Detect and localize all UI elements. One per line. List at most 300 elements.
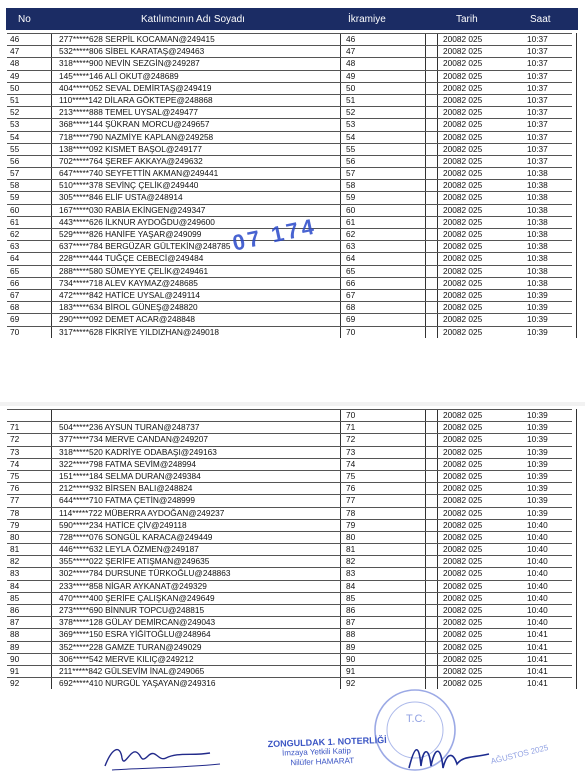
row-number: 83 (10, 568, 20, 579)
signature-left (100, 738, 230, 774)
table-row (7, 106, 572, 118)
row-number: 81 (10, 544, 20, 555)
ikramiye-number: 56 (346, 155, 356, 166)
row-number: 61 (10, 216, 20, 227)
participant-name: 167*****030 RABİA EKİNGEN@249347 (59, 204, 206, 215)
row-number: 82 (10, 556, 20, 567)
row-time: 10:37 (527, 82, 548, 93)
ikramiye-number: 72 (346, 434, 356, 445)
row-time: 10:37 (527, 70, 548, 81)
row-time: 10:38 (527, 180, 548, 191)
seal-date: AĞUSTOS 2025 (489, 742, 550, 767)
row-date: 20082 025 (443, 519, 483, 530)
participant-name: 637*****784 BERGÜZAR GÜLTEKİN@248785 (59, 241, 231, 252)
header-saat: Saat (530, 14, 551, 25)
participant-name: 377*****734 MERVE CANDAN@249207 (59, 434, 208, 445)
row-time: 10:38 (527, 204, 548, 215)
svg-text:T.C.: T.C. (406, 713, 426, 725)
row-time: 10:41 (527, 653, 548, 664)
ikramiye-number: 74 (346, 458, 356, 469)
ikramiye-number: 51 (346, 94, 356, 105)
row-time: 10:39 (527, 422, 548, 433)
table-row (7, 265, 572, 277)
table-row (7, 421, 572, 433)
ikramiye-number: 91 (346, 665, 356, 676)
signature-right (405, 738, 495, 774)
row-time: 10:38 (527, 216, 548, 227)
table-row (7, 665, 572, 677)
row-number: 50 (10, 82, 20, 93)
page-break (0, 402, 585, 406)
table-row (7, 204, 572, 216)
ikramiye-number: 69 (346, 314, 356, 325)
row-time: 10:37 (527, 155, 548, 166)
row-number: 57 (10, 168, 20, 179)
row-time: 10:39 (527, 446, 548, 457)
row-number: 68 (10, 302, 20, 313)
ikramiye-number: 64 (346, 253, 356, 264)
row-date: 20082 025 (443, 155, 483, 166)
ikramiye-number: 62 (346, 229, 356, 239)
notary-stamp-line3: Nilüfer HAMARAT (290, 756, 355, 768)
row-date: 20082 025 (443, 107, 483, 118)
row-time: 10:40 (527, 519, 548, 530)
participant-name: 692*****410 NURGÜL YAŞAYAN@249316 (59, 678, 216, 689)
row-number: 88 (10, 629, 20, 640)
participant-name: 290*****092 DEMET ACAR@248848 (59, 314, 196, 325)
row-date: 20082 025 (443, 410, 483, 420)
participant-name: 532*****806 SİBEL KARATAŞ@249463 (59, 46, 205, 57)
row-number: 79 (10, 519, 20, 530)
row-time: 10:37 (527, 34, 548, 44)
table-row (7, 143, 572, 155)
table-row (7, 45, 572, 57)
ikramiye-number: 63 (346, 241, 356, 252)
row-number: 85 (10, 592, 20, 603)
row-number: 91 (10, 665, 20, 676)
row-date: 20082 025 (443, 204, 483, 215)
ikramiye-number: 52 (346, 107, 356, 118)
row-time: 10:41 (527, 678, 548, 689)
table-row (7, 70, 572, 82)
participant-name: 306*****542 MERVE KILIÇ@249212 (59, 653, 194, 664)
participant-name: 145*****146 ALİ OKUT@248689 (59, 70, 179, 81)
row-time: 10:40 (527, 605, 548, 615)
participant-name: 355*****022 ŞERİFE ATIŞMAN@249635 (59, 556, 210, 567)
row-date: 20082 025 (443, 94, 483, 105)
table-row (7, 433, 572, 445)
row-time: 10:40 (527, 568, 548, 579)
row-number: 66 (10, 277, 20, 288)
row-date: 20082 025 (443, 641, 483, 652)
row-time: 10:37 (527, 131, 548, 142)
row-number: 62 (10, 229, 20, 239)
row-date: 20082 025 (443, 82, 483, 93)
table-row (7, 628, 572, 640)
row-number: 77 (10, 495, 20, 506)
row-date: 20082 025 (443, 592, 483, 603)
participant-name: 228*****444 TUĞÇE CEBECİ@249484 (59, 253, 204, 264)
table-row (7, 641, 572, 653)
row-time: 10:37 (527, 119, 548, 130)
row-date: 20082 025 (443, 314, 483, 325)
row-date: 20082 025 (443, 580, 483, 591)
table-row (7, 301, 572, 313)
table-row (7, 677, 572, 689)
row-time: 10:41 (527, 665, 548, 676)
table-row (7, 555, 572, 567)
participant-name: 233*****858 NİGAR AYKANAT@249329 (59, 580, 207, 591)
row-date: 20082 025 (443, 605, 483, 615)
ikramiye-number: 89 (346, 641, 356, 652)
ikramiye-number: 70 (346, 410, 356, 420)
row-number: 72 (10, 434, 20, 445)
row-time: 10:38 (527, 277, 548, 288)
participant-name: 470*****400 ŞERİFE ÇALIŞKAN@249649 (59, 592, 215, 603)
row-date: 20082 025 (443, 665, 483, 676)
row-date: 20082 025 (443, 483, 483, 494)
ikramiye-number: 68 (346, 302, 356, 313)
participant-name: 529*****826 HANİFE YAŞAR@249099 (59, 229, 202, 239)
row-time: 10:38 (527, 253, 548, 264)
row-date: 20082 025 (443, 180, 483, 191)
row-date: 20082 025 (443, 531, 483, 542)
ikramiye-number: 70 (346, 326, 356, 337)
table-row (7, 289, 572, 301)
participant-name: 211*****842 GÜLSEVİM İNAL@249065 (59, 665, 205, 676)
row-date: 20082 025 (443, 302, 483, 313)
row-date: 20082 025 (443, 653, 483, 664)
notary-stamp-line2: İmzaya Yetkili Katip (281, 746, 352, 758)
row-number: 53 (10, 119, 20, 130)
row-time: 10:39 (527, 302, 548, 313)
table-row (7, 604, 572, 616)
participant-name: 504*****236 AYSUN TURAN@248737 (59, 422, 200, 433)
participant-name: 213*****888 TEMEL UYSAL@249477 (59, 107, 198, 118)
row-number: 60 (10, 204, 20, 215)
row-number: 89 (10, 641, 20, 652)
participant-name: 369*****150 ESRA YİĞİTOĞLU@248964 (59, 629, 211, 640)
row-number: 75 (10, 470, 20, 481)
ikramiye-number: 50 (346, 82, 356, 93)
row-number: 48 (10, 58, 20, 69)
row-date: 20082 025 (443, 143, 483, 154)
table-row (7, 470, 572, 482)
row-date: 20082 025 (443, 58, 483, 69)
table-row (7, 592, 572, 604)
row-time: 10:39 (527, 483, 548, 494)
table-row (7, 446, 572, 458)
participant-name: 273*****690 BİNNUR TOPCU@248815 (59, 605, 205, 615)
number-stamp: 07 174 (230, 213, 319, 256)
table-row (7, 326, 572, 338)
participant-name: 728*****076 SONGÜL KARACA@249449 (59, 531, 213, 542)
row-date: 20082 025 (443, 678, 483, 689)
row-number: 49 (10, 70, 20, 81)
participant-name: 110*****142 DİLARA GÖKTEPE@248868 (59, 94, 213, 105)
row-number: 70 (10, 326, 20, 337)
ikramiye-number: 60 (346, 204, 356, 215)
row-date: 20082 025 (443, 34, 483, 44)
table-row (7, 543, 572, 555)
row-date: 20082 025 (443, 422, 483, 433)
participant-name: 318*****520 KADRİYE ODABAŞI@249163 (59, 446, 217, 457)
row-number: 65 (10, 265, 20, 276)
row-time: 10:40 (527, 544, 548, 555)
table-row (7, 313, 572, 325)
ikramiye-number: 57 (346, 168, 356, 179)
row-time: 10:39 (527, 289, 548, 300)
row-time: 10:40 (527, 580, 548, 591)
row-time: 10:37 (527, 94, 548, 105)
ikramiye-number: 83 (346, 568, 356, 579)
ikramiye-number: 48 (346, 58, 356, 69)
row-time: 10:39 (527, 314, 548, 325)
ikramiye-number: 85 (346, 592, 356, 603)
participant-name: 368*****144 ŞÜKRAN MORCU@249657 (59, 119, 210, 130)
row-date: 20082 025 (443, 556, 483, 567)
ikramiye-number: 58 (346, 180, 356, 191)
header-name: Katılımcının Adı Soyadı (141, 14, 245, 25)
ikramiye-number: 78 (346, 507, 356, 518)
header-no: No (18, 14, 31, 25)
row-time: 10:38 (527, 241, 548, 252)
row-number: 58 (10, 180, 20, 191)
row-date: 20082 025 (443, 289, 483, 300)
row-date: 20082 025 (443, 216, 483, 227)
participant-name: 317*****628 FİKRİYE YILDIZHAN@249018 (59, 326, 220, 337)
participant-name: 114*****722 MÜBERRA AYDOĞAN@249237 (59, 507, 225, 518)
row-time: 10:40 (527, 531, 548, 542)
row-date: 20082 025 (443, 629, 483, 640)
participant-name: 151*****184 SELMA DURAN@249384 (59, 470, 201, 481)
row-time: 10:38 (527, 168, 548, 179)
table-row (7, 179, 572, 191)
table-row (7, 118, 572, 130)
ikramiye-number: 54 (346, 131, 356, 142)
row-time: 10:37 (527, 58, 548, 69)
participant-name: 510*****378 SEVİNÇ ÇELİK@249440 (59, 180, 199, 191)
ikramiye-number: 66 (346, 277, 356, 288)
table-row (7, 252, 572, 264)
row-time: 10:39 (527, 495, 548, 506)
row-number: 52 (10, 107, 20, 118)
row-number: 47 (10, 46, 20, 57)
table-row (7, 94, 572, 106)
row-time: 10:38 (527, 192, 548, 203)
row-number: 90 (10, 653, 20, 664)
row-date: 20082 025 (443, 326, 483, 337)
table-row (7, 57, 572, 69)
ikramiye-number: 73 (346, 446, 356, 457)
ikramiye-number: 77 (346, 495, 356, 506)
header-tarih: Tarih (456, 14, 478, 25)
row-time: 10:40 (527, 592, 548, 603)
row-number: 87 (10, 617, 20, 628)
row-time: 10:37 (527, 107, 548, 118)
row-number: 73 (10, 446, 20, 457)
row-date: 20082 025 (443, 70, 483, 81)
table-row (7, 519, 572, 531)
participant-name: 183*****634 BİROL GÜNEŞ@248820 (59, 302, 198, 313)
participant-name: 647*****740 SEYFETTİN AKMAN@249441 (59, 168, 219, 179)
row-number: 55 (10, 143, 20, 154)
row-number: 86 (10, 605, 20, 615)
ikramiye-number: 80 (346, 531, 356, 542)
row-time: 10:41 (527, 641, 548, 652)
ikramiye-number: 49 (346, 70, 356, 81)
participant-name: 277*****628 SERPİL KOCAMAN@249415 (59, 34, 215, 44)
participant-name: 288*****580 SÜMEYYE ÇELİK@249461 (59, 265, 209, 276)
table-row (7, 131, 572, 143)
table-header (6, 8, 578, 30)
row-number: 56 (10, 155, 20, 166)
participant-name: 734*****718 ALEV KAYMAZ@248685 (59, 277, 198, 288)
participant-name: 352*****228 GAMZE TURAN@249029 (59, 641, 202, 652)
row-time: 10:37 (527, 143, 548, 154)
ikramiye-number: 71 (346, 422, 356, 433)
row-number: 71 (10, 422, 20, 433)
table-row (7, 616, 572, 628)
row-time: 10:41 (527, 629, 548, 640)
ikramiye-number: 87 (346, 617, 356, 628)
row-number: 78 (10, 507, 20, 518)
row-date: 20082 025 (443, 241, 483, 252)
ikramiye-number: 90 (346, 653, 356, 664)
row-date: 20082 025 (443, 253, 483, 264)
table-row (7, 653, 572, 665)
participant-name: 322*****798 FATMA SEVİM@248994 (59, 458, 196, 469)
row-date: 20082 025 (443, 168, 483, 179)
table-row (7, 580, 572, 592)
ikramiye-number: 88 (346, 629, 356, 640)
participant-name: 443*****626 İLKNUR AYDOĞDU@249600 (59, 216, 215, 227)
table-section-top (7, 33, 572, 338)
row-date: 20082 025 (443, 495, 483, 506)
table-row (7, 167, 572, 179)
row-number: 74 (10, 458, 20, 469)
participant-name: 718*****790 NAZMİYE KAPLAN@249258 (59, 131, 214, 142)
row-time: 10:38 (527, 229, 548, 239)
row-date: 20082 025 (443, 192, 483, 203)
row-date: 20082 025 (443, 617, 483, 628)
ikramiye-number: 46 (346, 34, 356, 44)
row-date: 20082 025 (443, 544, 483, 555)
row-time: 10:39 (527, 326, 548, 337)
row-number: 69 (10, 314, 20, 325)
table-row (7, 531, 572, 543)
participant-name: 378*****128 GÜLAY DEMİRCAN@249043 (59, 617, 216, 628)
participant-name: 318*****900 NEVİN SEZGİN@249287 (59, 58, 200, 69)
row-date: 20082 025 (443, 119, 483, 130)
row-date: 20082 025 (443, 446, 483, 457)
row-date: 20082 025 (443, 470, 483, 481)
notary-stamp-line1: ZONGULDAK 1. NOTERLİĞİ (267, 734, 387, 750)
participant-name: 702*****764 ŞEREF AKKAYA@249632 (59, 155, 203, 166)
row-time: 10:40 (527, 556, 548, 567)
table-row (7, 409, 572, 421)
row-time: 10:39 (527, 410, 548, 420)
row-number: 76 (10, 483, 20, 494)
row-number: 59 (10, 192, 20, 203)
table-row (7, 507, 572, 519)
header-ikramiye: İkramiye (348, 14, 386, 25)
participant-name: 138*****092 KISMET BAŞOL@249177 (59, 143, 202, 154)
ikramiye-number: 67 (346, 289, 356, 300)
row-date: 20082 025 (443, 458, 483, 469)
ikramiye-number: 53 (346, 119, 356, 130)
row-number: 46 (10, 34, 20, 44)
row-time: 10:40 (527, 617, 548, 628)
row-time: 10:39 (527, 470, 548, 481)
table-row (7, 494, 572, 506)
row-number: 84 (10, 580, 20, 591)
ikramiye-number: 81 (346, 544, 356, 555)
participant-name: 472*****842 HATİCE UYSAL@249114 (59, 289, 200, 300)
row-number: 92 (10, 678, 20, 689)
participant-name: 212*****932 BİRSEN BALI@248824 (59, 483, 193, 494)
ikramiye-number: 86 (346, 605, 356, 615)
table-row (7, 191, 572, 203)
row-date: 20082 025 (443, 131, 483, 142)
table-row (7, 155, 572, 167)
participant-name: 644*****710 FATMA ÇETİN@248999 (59, 495, 196, 506)
row-time: 10:39 (527, 434, 548, 445)
row-number: 51 (10, 94, 20, 105)
ikramiye-number: 92 (346, 678, 356, 689)
table-row (7, 33, 572, 45)
table-row (7, 82, 572, 94)
ikramiye-number: 61 (346, 216, 356, 227)
row-date: 20082 025 (443, 265, 483, 276)
ikramiye-number: 47 (346, 46, 356, 57)
row-time: 10:39 (527, 507, 548, 518)
ikramiye-number: 82 (346, 556, 356, 567)
row-time: 10:38 (527, 265, 548, 276)
table-row (7, 277, 572, 289)
participant-name: 302*****784 DURSUNE TÜRKOĞLU@248863 (59, 568, 231, 579)
row-date: 20082 025 (443, 434, 483, 445)
ikramiye-number: 76 (346, 483, 356, 494)
row-number: 67 (10, 289, 20, 300)
ikramiye-number: 65 (346, 265, 356, 276)
row-date: 20082 025 (443, 277, 483, 288)
row-number: 80 (10, 531, 20, 542)
ikramiye-number: 55 (346, 143, 356, 154)
row-date: 20082 025 (443, 507, 483, 518)
participant-name: 305*****846 ELİF USTA@248914 (59, 192, 183, 203)
table-row (7, 482, 572, 494)
table-row (7, 567, 572, 579)
row-number: 64 (10, 253, 20, 264)
participant-name: 446*****632 LEYLA ÖZMEN@249187 (59, 544, 199, 555)
ikramiye-number: 75 (346, 470, 356, 481)
table-section-bottom (7, 409, 572, 689)
row-number: 54 (10, 131, 20, 142)
ikramiye-number: 79 (346, 519, 356, 530)
participant-name: 590*****234 HATİCE ÇİV@249118 (59, 519, 187, 530)
row-number: 63 (10, 241, 20, 252)
table-row (7, 458, 572, 470)
participant-name: 404*****052 SEVAL DEMİRTAŞ@249419 (59, 82, 212, 93)
row-date: 20082 025 (443, 46, 483, 57)
ikramiye-number: 84 (346, 580, 356, 591)
ikramiye-number: 59 (346, 192, 356, 203)
row-time: 10:39 (527, 458, 548, 469)
row-time: 10:37 (527, 46, 548, 57)
row-date: 20082 025 (443, 568, 483, 579)
row-date: 20082 025 (443, 229, 483, 239)
